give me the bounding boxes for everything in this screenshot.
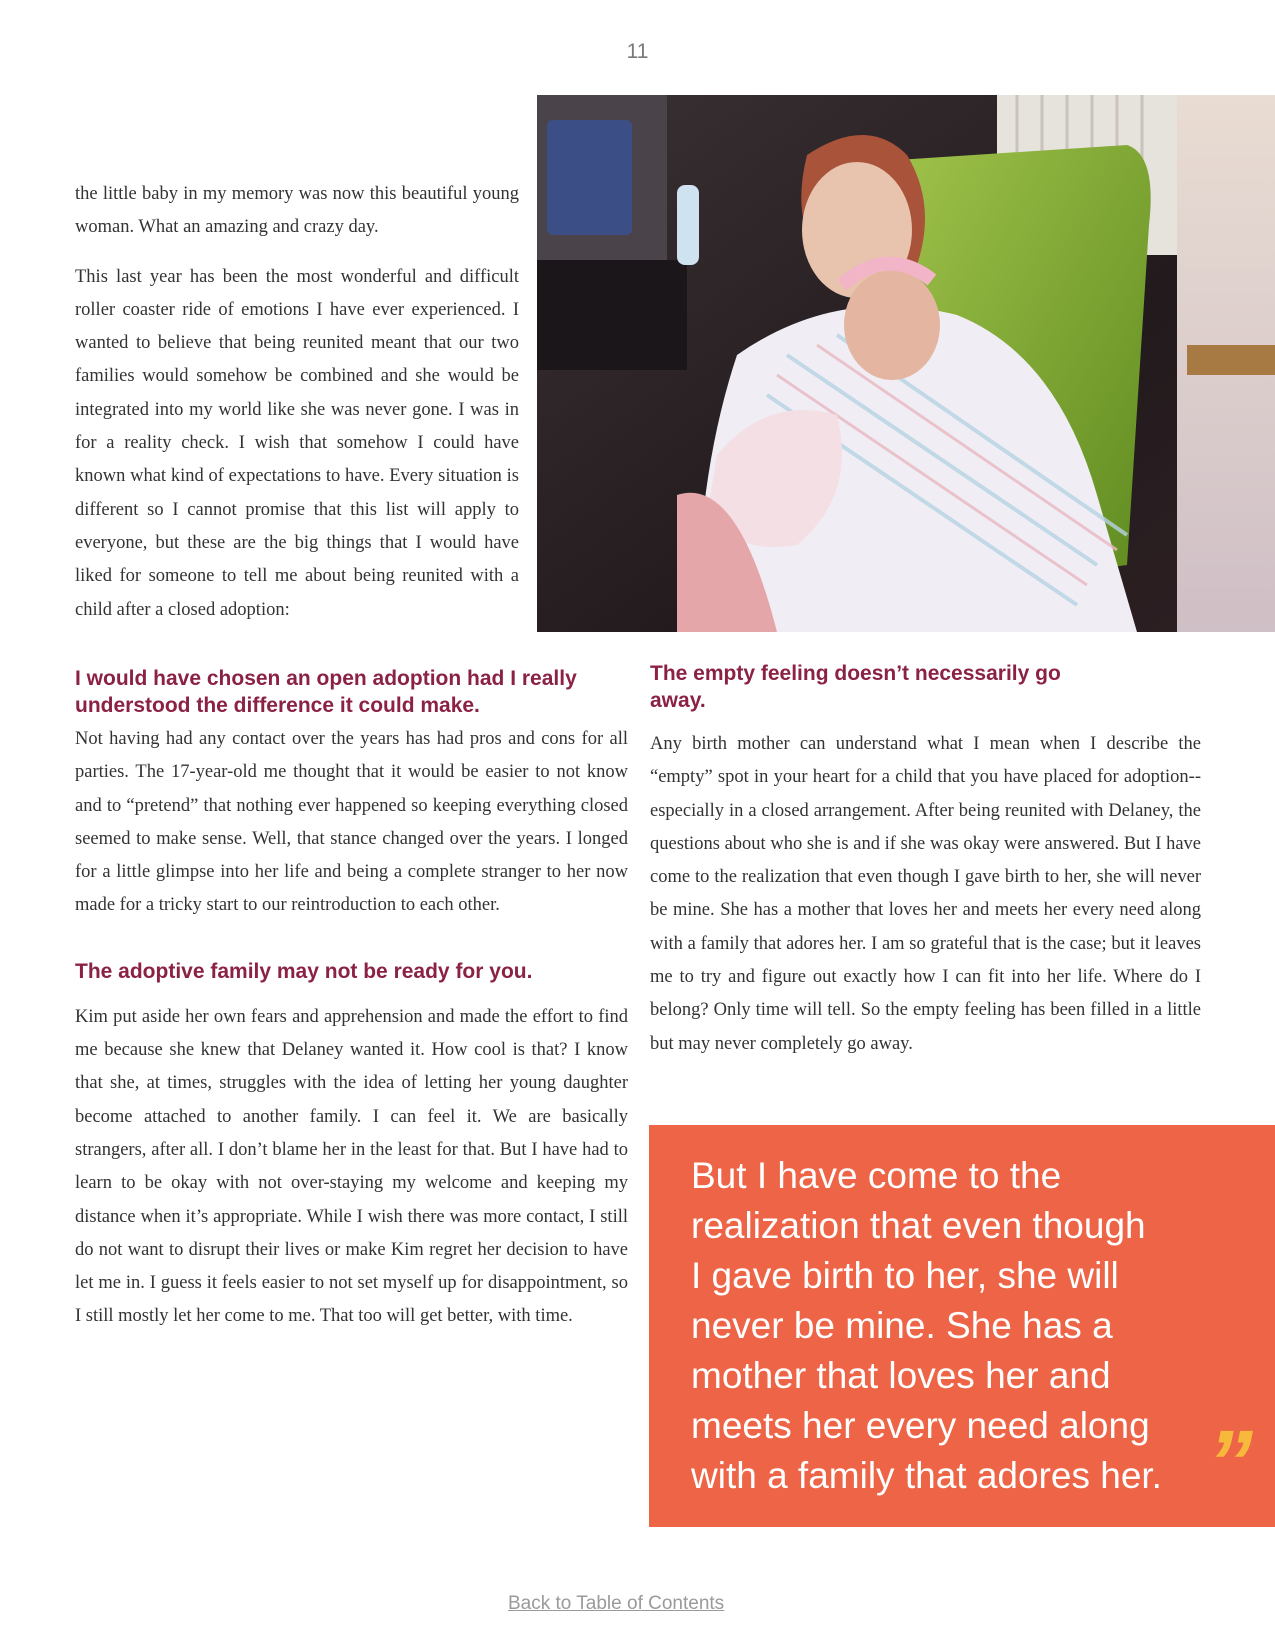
- page-number: 11: [626, 40, 649, 63]
- pull-quote: [649, 1125, 1275, 1527]
- pull-quote-line: realization that even though: [691, 1205, 1146, 1246]
- section-body-adoptive-family: Kim put aside her own fears and apprehension and made the effort to find me because she knew that Delaney wanted it. How cool is that? I know that she, at times, struggles with the idea of letting her young daughter become attached to another family. I can feel it. We are basically strangers, after all. I don’t blame her in the least for that. But I have had to learn to be okay with not over-staying my welcome and keeping my distance when it’s appropriate. While I wish there was more contact, I still do not want to disrupt their lives or make Kim regret her decision to have let me in. I guess it feels easier to not set myself up for disappointment, so I still mostly let her come to me. That too will get better, with time.: [75, 1006, 628, 1327]
- pull-quote-line: never be mine. She has a: [691, 1305, 1113, 1346]
- pull-quote-line: mother that loves her and: [691, 1355, 1111, 1396]
- pull-quote-line: I gave birth to her, she will: [691, 1255, 1119, 1296]
- section-heading-open-adoption: [75, 665, 628, 719]
- pull-quote-line: But I have come to the: [691, 1155, 1062, 1196]
- heading-line: I would have chosen an open adoption had I really: [75, 667, 577, 690]
- heading-line: The empty feeling doesn’t necessarily go: [650, 662, 1061, 685]
- heading-line: away.: [650, 689, 706, 712]
- section-heading-adoptive-family: The adoptive family may not be ready for you.: [75, 959, 533, 983]
- photo-mother-holding-newborn: [537, 95, 1275, 632]
- intro-paragraph: This last year has been the most wonderful and difficult roller coaster ride of emotions I have ever experienced. I wanted to believe that being reunited meant that our two families would somehow be combined and she would be integrated into my world like she was never gone. I was in for a reality check. I wish that somehow I could have known what kind of expectations to have. Every situation is different so I cannot promise that this list will apply to everyone, but these are the big things that I would have liked for someone to tell me about being reunited with a child after a closed adoption:: [75, 266, 519, 620]
- intro-paragraph: the little baby in my memory was now this beautiful young woman. What an amazing and crazy day.: [75, 184, 519, 238]
- pull-quote-text: [691, 1151, 1191, 1501]
- close-quote-icon: ”: [1207, 1412, 1253, 1514]
- section-heading-empty-feeling: [650, 660, 1201, 714]
- section-body-open-adoption: Not having had any contact over the years has had pros and cons for all parties. The 17-year-old me thought that it would be easier to not know and to “pretend” that nothing ever happened so keeping everything closed seemed to make sense. Well, that stance changed over the years. I longed for a little glimpse into her life and being a complete stranger to her now made for a tricky start to our reintroduction to each other.: [75, 729, 628, 916]
- pull-quote-line: with a family that adores her.: [691, 1455, 1162, 1496]
- photo-icon: [537, 95, 1275, 632]
- section-body-empty-feeling: Any birth mother can understand what I mean when I describe the “empty” spot in your heart for a child that you have placed for adoption-- especially in a closed arrangement. After being reunited with Delaney, the questions about who she is and if she was okay were answered. But I have come to the realization that even though I gave birth to her, she will never be mine. She has a mother that loves her and meets her every need along with a family that adores her. I am so grateful that is the case; but it leaves me to try and figure out exactly how I can fit into her life. Where do I belong? Only time will tell. So the empty feeling has been filled in a little but may never completely go away.: [650, 734, 1201, 1054]
- heading-line: understood the difference it could make.: [75, 694, 480, 717]
- back-to-toc-link[interactable]: Back to Table of Contents: [508, 1593, 725, 1614]
- pull-quote-line: meets her every need along: [691, 1405, 1150, 1446]
